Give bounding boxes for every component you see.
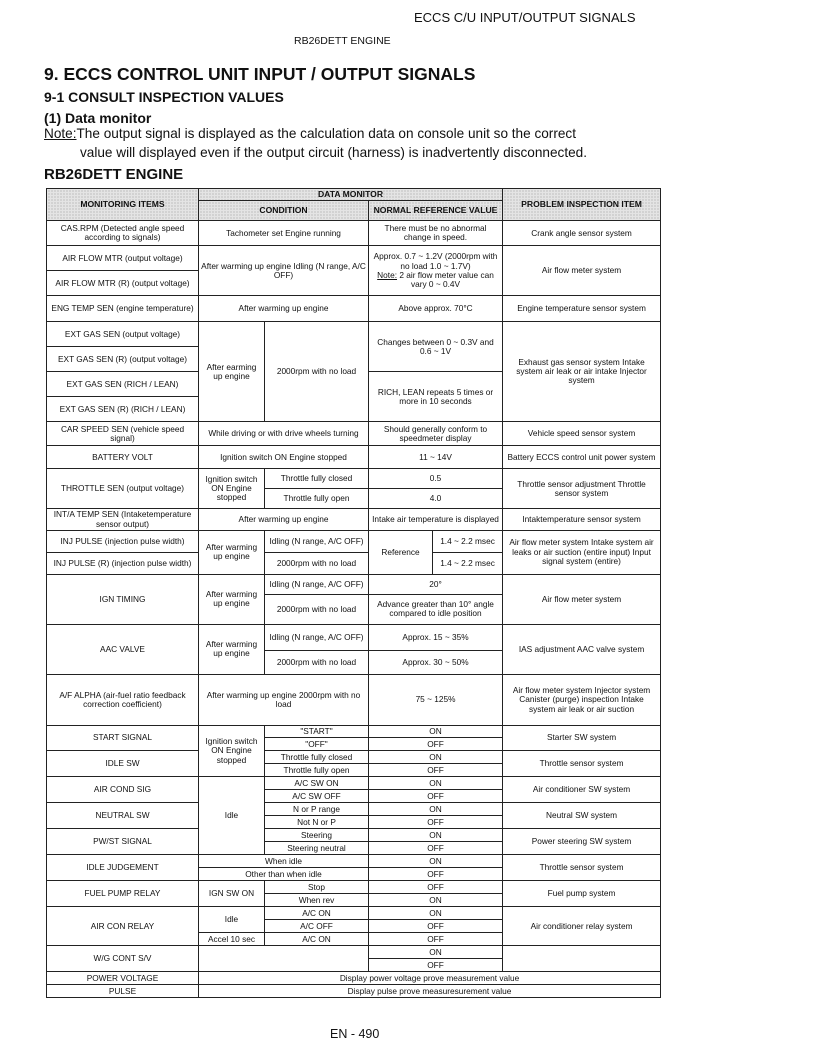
value-air-flow-mtr xyxy=(369,246,503,296)
item-pulse: PULSE xyxy=(47,985,199,998)
cond-ac-off: A/C SW OFF xyxy=(265,790,369,803)
problem-pwst-signal: Power steering SW system xyxy=(503,829,661,855)
note-paragraph xyxy=(44,124,664,162)
item-eng-temp: ENG TEMP SEN (engine temperature) xyxy=(47,296,199,322)
value-cas-rpm: There must be no abnormal change in speed. xyxy=(369,221,503,246)
item-fuel-pump-relay: FUEL PUMP RELAY xyxy=(47,881,199,907)
item-car-speed: CAR SPEED SEN (vehicle speed signal) xyxy=(47,422,199,446)
cond-aac-2000: 2000rpm with no load xyxy=(265,650,369,674)
section-heading: 9-1 CONSULT INSPECTION VALUES xyxy=(44,89,284,105)
value-idle-closed: ON xyxy=(369,751,503,764)
cond-neutral-np: N or P range xyxy=(265,803,369,816)
value-af-alpha: 75 ~ 125% xyxy=(369,674,503,725)
value-wg-off: OFF xyxy=(369,959,503,972)
item-inj-pulse: INJ PULSE (injection pulse width) xyxy=(47,530,199,552)
cond-cas-rpm: Tachometer set Engine running xyxy=(199,221,369,246)
cond-ign-2000: 2000rpm with no load xyxy=(265,594,369,624)
cond-fp-rev: When rev xyxy=(265,894,369,907)
cond-inj-warm: After warming up engine xyxy=(199,530,265,574)
cond-throttle-closed: Throttle fully closed xyxy=(265,469,369,489)
item-battery-volt: BATTERY VOLT xyxy=(47,446,199,469)
item-air-flow-mtr-r: AIR FLOW MTR (R) (output voltage) xyxy=(47,271,199,296)
cond-inta-temp: After warming up engine xyxy=(199,509,369,531)
cond-air-flow-mtr: After warming up engine Idling (N range, A/C OFF) xyxy=(199,246,369,296)
cond-acr-off: A/C OFF xyxy=(265,920,369,933)
value-ign-idle: 20° xyxy=(369,574,503,594)
note-line-1: The output signal is displayed as the calculation data on console unit so the correct xyxy=(76,126,576,141)
problem-start-signal: Starter SW system xyxy=(503,725,661,750)
value-car-speed: Should generally conform to speedmeter display xyxy=(369,422,503,446)
problem-car-speed: Vehicle speed sensor system xyxy=(503,422,661,446)
chapter-heading: 9. ECCS CONTROL UNIT INPUT / OUTPUT SIGNALS xyxy=(44,64,476,84)
value-power-voltage: Display power voltage prove measurement value xyxy=(199,972,661,985)
problem-air-con-relay: Air conditioner relay system xyxy=(503,907,661,946)
value-ext-gas-rich-lean: RICH, LEAN repeats 5 times or more in 10 seconds xyxy=(369,372,503,422)
item-ext-gas-sen-r: EXT GAS SEN (R) (output voltage) xyxy=(47,347,199,372)
item-ign-timing: IGN TIMING xyxy=(47,574,199,624)
cond-ext-gas-2: 2000rpm with no load xyxy=(265,322,369,422)
problem-ign-timing: Air flow meter system xyxy=(503,574,661,624)
problem-af-alpha: Air flow meter system Injector system Canister (purge) inspection Intake system air leak or air suction xyxy=(503,674,661,725)
cond-start-off: "OFF" xyxy=(265,738,369,751)
item-inta-temp: INT/A TEMP SEN (Intaketemperature sensor output) xyxy=(47,509,199,531)
cond-battery-volt: Ignition switch ON Engine stopped xyxy=(199,446,369,469)
item-cas-rpm: CAS.RPM (Detected angle speed according to signals) xyxy=(47,221,199,246)
problem-inj-pulse: Air flow meter system Intake system air leaks or air suction (entire input) Input signal system (entire) xyxy=(503,530,661,574)
item-idle-judgement: IDLE JUDGEMENT xyxy=(47,855,199,881)
value-ac-on: ON xyxy=(369,777,503,790)
problem-inta-temp: Intaktemperature sensor system xyxy=(503,509,661,531)
value-inj-2: 1.4 ~ 2.2 msec xyxy=(433,552,503,574)
header-problem-inspection: PROBLEM INSPECTION ITEM xyxy=(503,189,661,221)
item-start-signal: START SIGNAL xyxy=(47,725,199,750)
item-neutral-sw: NEUTRAL SW xyxy=(47,803,199,829)
problem-throttle-sen: Throttle sensor adjustment Throttle sensor system xyxy=(503,469,661,509)
note-line-2: value will displayed even if the output circuit (harness) is inadvertently disconnected. xyxy=(80,145,588,160)
cond-ij-other: Other than when idle xyxy=(199,868,369,881)
note-label: Note: xyxy=(44,126,77,141)
item-aac-valve: AAC VALVE xyxy=(47,624,199,674)
cond-neutral-not: Not N or P xyxy=(265,816,369,829)
value-pwst-steering: ON xyxy=(369,829,503,842)
cond-ign-warm: After warming up engine xyxy=(199,574,265,624)
data-monitor-table xyxy=(46,188,661,998)
problem-fuel-pump-relay: Fuel pump system xyxy=(503,881,661,907)
value-ign-2000: Advance greater than 10° angle compared to idle position xyxy=(369,594,503,624)
cond-start-ign: Ignition switch ON Engine stopped xyxy=(199,725,265,776)
item-ext-gas-sen: EXT GAS SEN (output voltage) xyxy=(47,322,199,347)
value-neutral-np: ON xyxy=(369,803,503,816)
item-pwst-signal: PW/ST SIGNAL xyxy=(47,829,199,855)
cond-aac-idle: Idling (N range, A/C OFF) xyxy=(265,624,369,650)
value-aac-idle: Approx. 15 ~ 35% xyxy=(369,624,503,650)
item-power-voltage: POWER VOLTAGE xyxy=(47,972,199,985)
subsection-heading: (1) Data monitor xyxy=(44,110,152,126)
item-ext-gas-r-rich-lean: EXT GAS SEN (R) (RICH / LEAN) xyxy=(47,397,199,422)
item-air-cond-sig: AIR COND SIG xyxy=(47,777,199,803)
cond-acr-on: A/C ON xyxy=(265,907,369,920)
item-inj-pulse-r: INJ PULSE (R) (injection pulse width) xyxy=(47,552,199,574)
value-idle-open: OFF xyxy=(369,764,503,777)
value-neutral-not: OFF xyxy=(369,816,503,829)
value-inta-temp: Intake air temperature is displayed xyxy=(369,509,503,531)
value-acr-on: ON xyxy=(369,907,503,920)
problem-wg-cont xyxy=(503,946,661,972)
cond-acr-idle: Idle xyxy=(199,907,265,933)
item-wg-cont xyxy=(47,946,199,972)
cond-car-speed: While driving or with drive wheels turning xyxy=(199,422,369,446)
header-monitoring-items: MONITORING ITEMS xyxy=(47,189,199,221)
value-pwst-neutral: OFF xyxy=(369,842,503,855)
value-acr-off: OFF xyxy=(369,920,503,933)
value-fp-rev: ON xyxy=(369,894,503,907)
item-air-flow-mtr: AIR FLOW MTR (output voltage) xyxy=(47,246,199,271)
cond-pwst-neutral: Steering neutral xyxy=(265,842,369,855)
item-wg-cont-label: W/G CONT S/V xyxy=(93,953,152,964)
value-pulse: Display pulse prove measuresurement value xyxy=(199,985,661,998)
cond-af-alpha: After warming up engine 2000rpm with no load xyxy=(199,674,369,725)
cond-eng-temp: After warming up engine xyxy=(199,296,369,322)
header-condition: CONDITION xyxy=(199,201,369,221)
value-ac-off: OFF xyxy=(369,790,503,803)
engine-subheader: RB26DETT ENGINE xyxy=(294,35,391,47)
value-ij-other: OFF xyxy=(369,868,503,881)
page-number: EN - 490 xyxy=(330,1027,380,1041)
value-air-flow-mtr-note-label: Note: xyxy=(377,269,398,280)
cond-throttle-open: Throttle fully open xyxy=(265,489,369,509)
value-throttle-closed: 0.5 xyxy=(369,469,503,489)
value-battery-volt: 11 ~ 14V xyxy=(369,446,503,469)
problem-idle-sw: Throttle sensor system xyxy=(503,751,661,777)
value-throttle-open: 4.0 xyxy=(369,489,503,509)
item-af-alpha: A/F ALPHA (air-fuel ratio feedback correction coefficient) xyxy=(47,674,199,725)
problem-aac-valve: IAS adjustment AAC valve system xyxy=(503,624,661,674)
cond-ac-on: A/C SW ON xyxy=(265,777,369,790)
header-data-monitor: DATA MONITOR xyxy=(199,189,503,201)
section-header: ECCS C/U INPUT/OUTPUT SIGNALS xyxy=(414,10,636,25)
engine-title: RB26DETT ENGINE xyxy=(44,166,184,183)
value-air-flow-mtr-main: Approx. 0.7 ~ 1.2V (2000rpm with no load 1.0 ~ 1.7V) xyxy=(373,251,498,271)
value-start-off: OFF xyxy=(369,738,503,751)
value-fp-stop: OFF xyxy=(369,881,503,894)
cond-fp-stop: Stop xyxy=(265,881,369,894)
value-start-start: ON xyxy=(369,725,503,737)
value-acr-accel: OFF xyxy=(369,933,503,946)
value-ext-gas-voltage: Changes between 0 ~ 0.3V and 0.6 ~ 1V xyxy=(369,322,503,372)
problem-eng-temp: Engine temperature sensor system xyxy=(503,296,661,322)
problem-cas-rpm: Crank angle sensor system xyxy=(503,221,661,246)
cond-idle-group: Idle xyxy=(199,777,265,855)
cond-ij-idle: When idle xyxy=(199,855,369,868)
problem-air-flow-mtr: Air flow meter system xyxy=(503,246,661,296)
item-ext-gas-rich-lean: EXT GAS SEN (RICH / LEAN) xyxy=(47,372,199,397)
cond-inj-idle: Idling (N range, A/C OFF) xyxy=(265,530,369,552)
cond-pwst-steering: Steering xyxy=(265,829,369,842)
cond-ign-idle: Idling (N range, A/C OFF) xyxy=(265,574,369,594)
cond-aac-warm: After warming up engine xyxy=(199,624,265,674)
cond-ext-gas-1: After earming up engine xyxy=(199,322,265,422)
problem-idle-judgement: Throttle sensor system xyxy=(503,855,661,881)
cond-idle-closed: Throttle fully closed xyxy=(265,751,369,764)
value-wg-on: ON xyxy=(369,946,503,959)
problem-battery-volt: Battery ECCS control unit power system xyxy=(503,446,661,469)
cond-acr-accel-on: A/C ON xyxy=(265,933,369,946)
item-idle-sw: IDLE SW xyxy=(47,751,199,777)
problem-air-cond-sig: Air conditioner SW system xyxy=(503,777,661,803)
value-ij-idle: ON xyxy=(369,855,503,868)
value-inj-1: 1.4 ~ 2.2 msec xyxy=(433,530,503,552)
cond-idle-open: Throttle fully open xyxy=(265,764,369,777)
value-inj-reference: Reference xyxy=(369,530,433,574)
cond-start-start: "START" xyxy=(265,725,369,737)
value-eng-temp: Above approx. 70°C xyxy=(369,296,503,322)
header-normal-value: NORMAL REFERENCE VALUE xyxy=(369,201,503,221)
cond-fp-ign: IGN SW ON xyxy=(199,881,265,907)
value-air-flow-mtr-note: 2 air flow meter value can vary 0 ~ 0.4V xyxy=(397,269,494,290)
item-air-con-relay: AIR CON RELAY xyxy=(47,907,199,946)
cond-inj-2000: 2000rpm with no load xyxy=(265,552,369,574)
item-throttle-sen: THROTTLE SEN (output voltage) xyxy=(47,469,199,509)
cond-throttle-ign: Ignition switch ON Engine stopped xyxy=(199,469,265,509)
problem-ext-gas: Exhaust gas sensor system Intake system air leak or air intake Injector system xyxy=(503,322,661,422)
cond-wg-cont xyxy=(199,946,369,972)
cond-acr-accel: Accel 10 sec xyxy=(199,933,265,946)
value-aac-2000: Approx. 30 ~ 50% xyxy=(369,650,503,674)
problem-neutral-sw: Neutral SW system xyxy=(503,803,661,829)
